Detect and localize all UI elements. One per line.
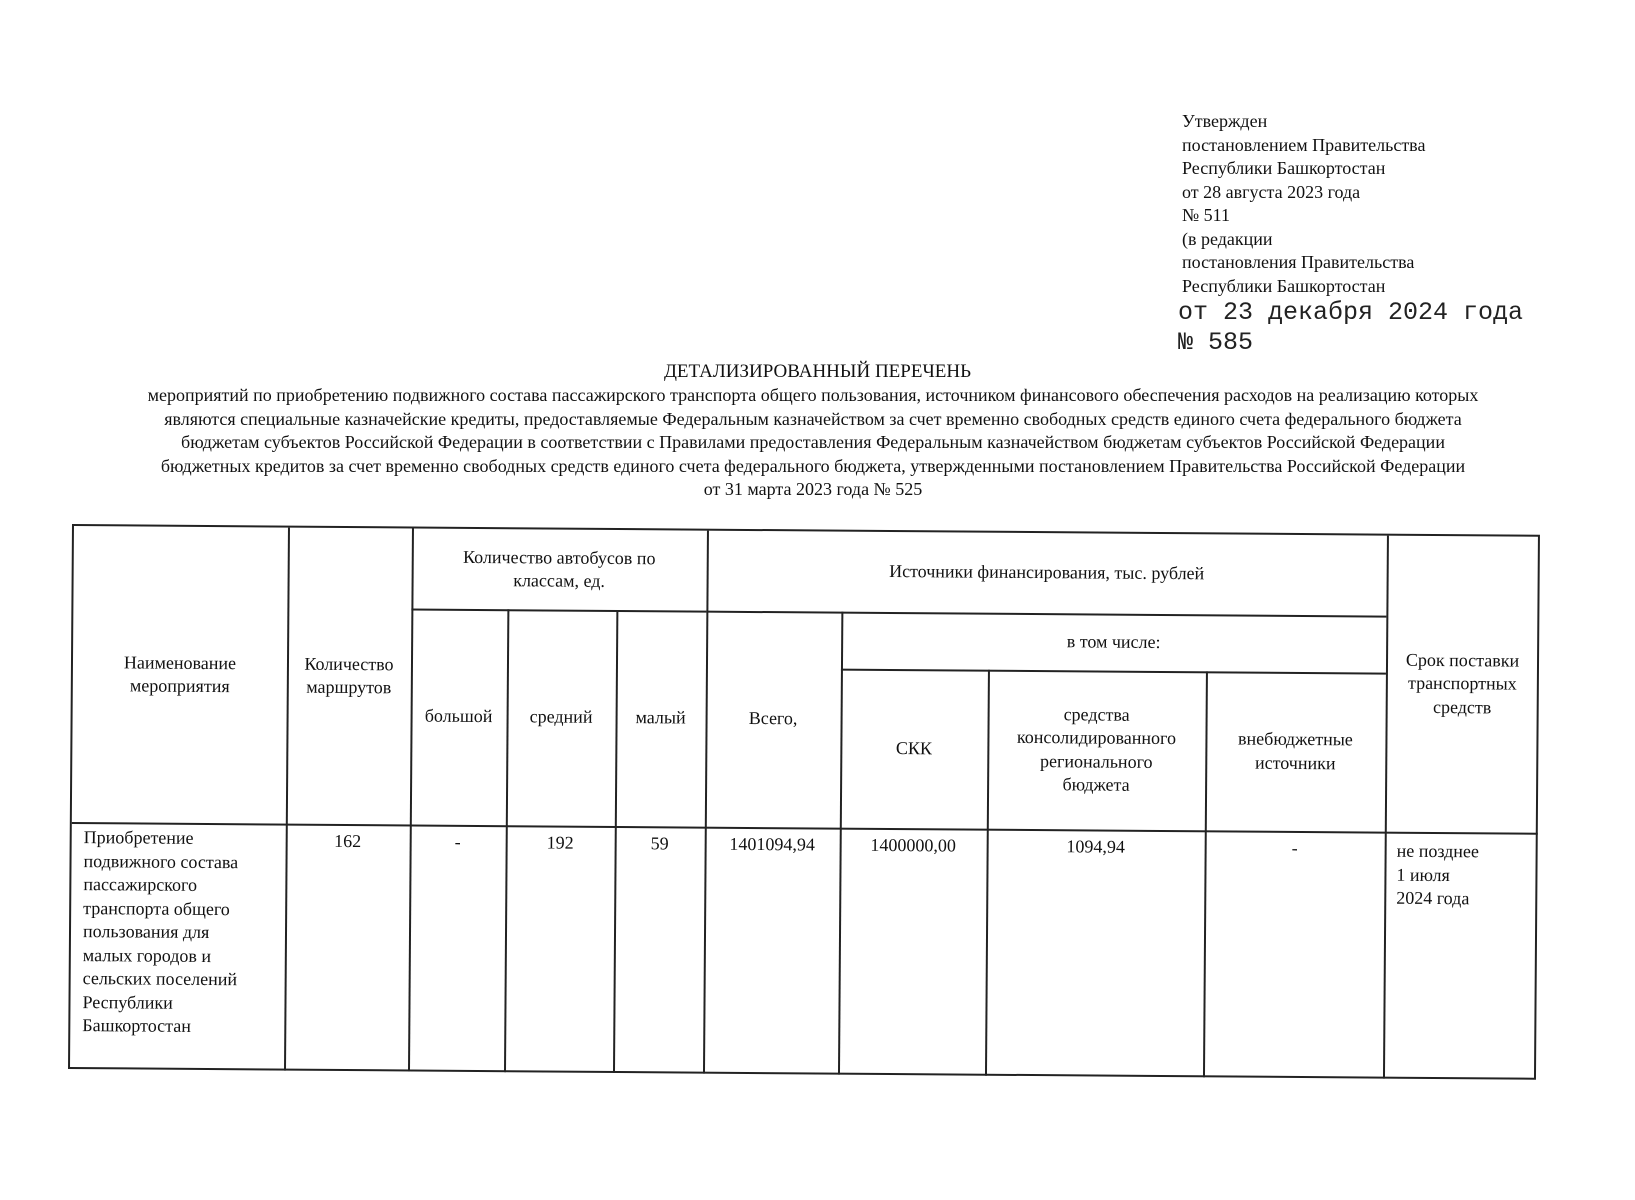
header-buses-group: Количество автобусов по классам, ед. bbox=[462, 546, 656, 591]
row-large: - bbox=[454, 831, 461, 852]
subtitle-line: бюджетам субъектов Российской Федерации в соответствии с Правилами предоставления Федеральным казначейством бюджетам субъектов Российской Федерации bbox=[181, 432, 1445, 452]
row-name-line: Республики bbox=[82, 991, 173, 1013]
approval-line: № 511 bbox=[1182, 205, 1231, 225]
header-total: Всего, bbox=[748, 708, 798, 729]
approval-line: Республики Башкортостан bbox=[1182, 275, 1386, 296]
approval-line: (в редакции bbox=[1182, 228, 1273, 249]
header-medium: средний bbox=[529, 706, 593, 728]
approval-line: постановлением Правительства bbox=[1182, 134, 1426, 155]
header-funding-group: Источники финансирования, тыс. рублей bbox=[889, 561, 1205, 584]
row-delivery bbox=[1384, 832, 1538, 953]
row-delivery-line: не позднее bbox=[1396, 840, 1480, 862]
header-skk: СКК bbox=[895, 737, 932, 759]
header-small: малый bbox=[635, 707, 686, 728]
header-extrabudget: внебюджетные источники bbox=[1238, 728, 1353, 773]
header-delivery: Срок поставки транспортных средств bbox=[1405, 649, 1520, 718]
measures-table bbox=[68, 524, 1540, 1080]
row-name-line: транспорта общего bbox=[83, 897, 230, 919]
subtitle-line: бюджетных кредитов за счет временно свободных средств единого счета федерального бюджета, утвержденными постановлением Правительства Российской Федерации bbox=[160, 455, 1466, 476]
header-large: большой bbox=[424, 705, 493, 727]
header-including: в том числе: bbox=[1066, 631, 1161, 652]
header-regional: средства консолидированного регионального бюджета bbox=[1016, 703, 1177, 795]
row-name-line: пользования для bbox=[82, 921, 210, 943]
subtitle-line: от 31 марта 2023 года № 525 bbox=[703, 479, 923, 499]
header-name: Наименование мероприятия bbox=[123, 651, 237, 697]
row-medium: 192 bbox=[546, 832, 574, 853]
row-delivery-line: 2024 года bbox=[1396, 887, 1470, 909]
stamped-date: от 23 декабря 2024 года bbox=[1178, 298, 1524, 327]
row-name-line: Приобретение bbox=[83, 827, 194, 848]
row-small: 59 bbox=[650, 833, 669, 854]
header-routes: Количество маршрутов bbox=[304, 653, 394, 698]
stamped-number: № 585 bbox=[1178, 328, 1254, 357]
row-name-line: подвижного состава bbox=[83, 850, 239, 872]
row-skk: 1400000,00 bbox=[870, 834, 956, 856]
row-total: 1401094,94 bbox=[729, 833, 815, 855]
approval-line: Утвержден bbox=[1182, 111, 1268, 131]
row-name-line: пассажирского bbox=[83, 874, 198, 895]
document-subtitle bbox=[78, 384, 1548, 502]
row-name-line: сельских поселений bbox=[82, 968, 238, 990]
subtitle-line: являются специальные казначейские кредиты, предоставляемые Федеральным казначейством за счет временно свободных средств единого счета федерального бюджета bbox=[164, 408, 1462, 429]
row-name bbox=[70, 822, 286, 1071]
approval-line: постановления Правительства bbox=[1182, 252, 1415, 272]
row-name-line: Башкортостан bbox=[82, 1015, 191, 1036]
approval-block bbox=[1178, 110, 1524, 358]
row-delivery-line: 1 июля bbox=[1396, 864, 1450, 885]
approval-line: от 28 августа 2023 года bbox=[1182, 181, 1361, 202]
row-name-line: малых городов и bbox=[82, 944, 212, 966]
approval-line: Республики Башкортостан bbox=[1182, 158, 1386, 178]
row-extrabudget: - bbox=[1291, 837, 1298, 858]
document-title: ДЕТАЛИЗИРОВАННЫЙ ПЕРЕЧЕНЬ bbox=[663, 361, 972, 382]
subtitle-line: мероприятий по приобретению подвижного состава пассажирского транспорта общего пользования, источником финансового обеспечения расходов на реализацию которых bbox=[147, 385, 1479, 405]
row-regional: 1094,94 bbox=[1066, 836, 1125, 857]
row-routes: 162 bbox=[334, 830, 362, 852]
